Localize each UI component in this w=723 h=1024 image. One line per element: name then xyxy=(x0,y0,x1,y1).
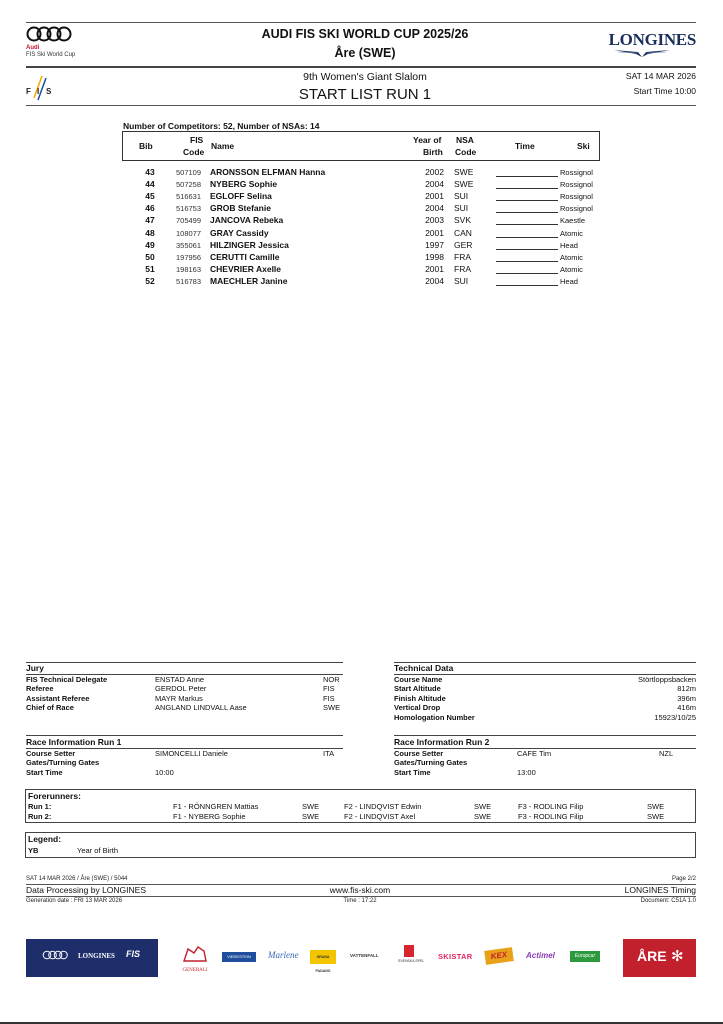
year-cell: 2004 xyxy=(425,203,444,214)
run2-title: Race Information Run 2 xyxy=(394,737,490,747)
time-cell xyxy=(496,276,558,286)
nsa-cell: SUI xyxy=(454,191,469,202)
venue-title: Åre (SWE) xyxy=(334,46,396,60)
bib-cell: 50 xyxy=(145,251,155,262)
fis-code-cell: 198163 xyxy=(176,264,202,274)
nsa-cell: SUI xyxy=(454,203,469,214)
col-year-line1: Year of xyxy=(413,135,442,145)
name-cell: JANCOVA Rebeka xyxy=(210,215,284,226)
table-row xyxy=(122,215,600,227)
ski-cell: Head xyxy=(560,240,578,250)
legend-meaning: Year of Birth xyxy=(77,846,118,855)
sponsor-svenska-spel: SVENSKA SPEL xyxy=(398,959,425,963)
audi-rings-small-icon xyxy=(42,950,68,960)
forerunner-f2-nsa: SWE xyxy=(474,811,492,821)
ski-cell: Head xyxy=(560,276,578,286)
nsa-cell: FRA xyxy=(454,263,471,274)
table-row xyxy=(122,240,600,252)
jury-nation: FIS xyxy=(323,693,335,703)
race-start-time: Start Time 10:00 xyxy=(633,86,696,96)
fis-code-cell: 516783 xyxy=(176,276,202,286)
time-cell xyxy=(496,167,558,177)
ski-cell: Kaestle xyxy=(560,216,586,226)
header-bottom-rule xyxy=(26,105,696,106)
table-row xyxy=(122,228,600,240)
col-nsa-line2: Code xyxy=(455,147,477,157)
sponsor-kex: KEX xyxy=(484,947,514,965)
header-mid-rule xyxy=(26,66,696,68)
competitor-summary: Number of Competitors: 52, Number of NSAs: 14 xyxy=(123,121,320,131)
jury-name: GERDOL Peter xyxy=(155,684,207,694)
sponsor-generali xyxy=(180,945,210,971)
year-cell: 2001 xyxy=(425,191,444,202)
table-header xyxy=(122,131,600,161)
name-cell: MAECHLER Janine xyxy=(210,275,288,286)
jury-nation: NOR xyxy=(323,675,340,684)
footer-time: Time : 17:22 xyxy=(343,898,377,904)
jury-title: Jury xyxy=(26,663,44,673)
name-cell: EGLOFF Selina xyxy=(210,191,272,202)
audi-sub-text: FIS Ski World Cup xyxy=(26,52,76,58)
jury-name: ENSTAD Anne xyxy=(155,675,205,684)
fis-code-cell: 507109 xyxy=(176,168,202,177)
sponsor-europcar: Europcar xyxy=(570,951,600,962)
year-cell: 2002 xyxy=(425,167,444,177)
fis-code-cell: 705499 xyxy=(176,216,202,226)
name-cell: HILZINGER Jessica xyxy=(210,239,289,250)
forerunner-f3-nsa: SWE xyxy=(647,811,665,821)
svg-text:I: I xyxy=(37,87,40,96)
forerunners-box xyxy=(25,789,696,823)
bib-cell: 47 xyxy=(145,215,155,226)
nsa-cell: SWE xyxy=(454,167,474,177)
bib-cell: 52 xyxy=(145,275,155,286)
jury-role: Referee xyxy=(26,684,54,694)
run1-title: Race Information Run 1 xyxy=(26,737,122,747)
col-fis-code-line2: Code xyxy=(183,147,205,157)
event-name: 9th Women's Giant Slalom xyxy=(303,71,427,83)
fis-code-cell: 355061 xyxy=(176,240,202,250)
name-cell: CHEVRIER Axelle xyxy=(210,263,282,274)
nsa-cell: GER xyxy=(454,239,473,250)
forerunner-f1-nsa: SWE xyxy=(302,802,320,811)
legend-title: Legend: xyxy=(28,834,62,844)
col-time: Time xyxy=(515,141,535,151)
technical-title: Technical Data xyxy=(394,663,454,673)
time-cell xyxy=(496,191,558,201)
sponsor-grana-padano: GRANA PADANO xyxy=(310,950,336,964)
technical-value: 396m xyxy=(677,693,696,703)
nsa-cell: CAN xyxy=(454,227,472,238)
sponsor-panel-are xyxy=(623,939,696,977)
technical-label: Homologation Number xyxy=(394,712,475,722)
jury-nation: SWE xyxy=(323,703,341,713)
name-cell: GRAY Cassidy xyxy=(210,227,269,238)
jury-role: Chief of Race xyxy=(26,703,74,713)
footer-data-processing: Data Processing by LONGINES xyxy=(26,885,146,895)
audi-rings-icon xyxy=(26,26,72,42)
year-cell: 1997 xyxy=(425,239,444,250)
sponsor-skistar: SKISTAR xyxy=(438,952,473,961)
footer-timing: LONGINES Timing xyxy=(624,885,696,895)
table-row xyxy=(122,203,600,215)
name-cell: CERUTTI Camille xyxy=(210,251,280,262)
sponsor-longines-text: LONGINES xyxy=(78,952,115,960)
col-nsa-line1: NSA xyxy=(456,135,474,145)
name-cell: GROB Stefanie xyxy=(210,203,271,214)
year-cell: 2001 xyxy=(425,227,444,238)
table-row xyxy=(122,276,600,288)
forerunner-run-label: Run 1: xyxy=(28,802,52,811)
year-cell: 2004 xyxy=(425,179,444,190)
footer-document: Document: C51A 1.0 xyxy=(640,898,696,904)
year-cell: 2003 xyxy=(425,215,444,226)
technical-value: 812m xyxy=(677,684,696,694)
forerunner-f3: F3 - RODLING Filip xyxy=(518,802,584,811)
generali-text: GENERALI xyxy=(182,968,208,973)
nsa-cell: SUI xyxy=(454,275,469,286)
col-name: Name xyxy=(211,141,235,151)
ski-cell: Atomic xyxy=(560,252,583,262)
nsa-cell: SVK xyxy=(454,215,472,226)
header-top-rule xyxy=(26,22,696,23)
year-cell: 2004 xyxy=(425,275,444,286)
legend-abbr: YB xyxy=(28,846,39,855)
sponsor-panel-left xyxy=(26,939,158,977)
bib-cell: 46 xyxy=(145,203,155,214)
bib-cell: 44 xyxy=(145,179,155,190)
bib-cell: 49 xyxy=(145,239,155,250)
col-ski: Ski xyxy=(577,141,590,151)
table-row xyxy=(122,179,600,191)
longines-logo: LONGINES xyxy=(608,30,696,49)
competition-title: AUDI FIS SKI WORLD CUP 2025/26 xyxy=(261,27,469,41)
jury-name: ANGLAND LINDVALL Aase xyxy=(155,703,247,713)
name-cell: ARONSSON ELFMAN Hanna xyxy=(210,167,326,177)
sponsor-vattenfall: VATTENFALL xyxy=(350,953,379,958)
ski-cell: Atomic xyxy=(560,228,583,238)
forerunner-f2: F2 - LINDQVIST Edwin xyxy=(344,802,422,811)
footer-website[interactable]: www.fis-ski.com xyxy=(329,885,391,895)
nsa-cell: FRA xyxy=(454,251,471,262)
table-row xyxy=(122,252,600,264)
sponsor-vredestein: VIEDESTEIN xyxy=(222,952,256,962)
jury-top-rule xyxy=(26,662,343,663)
are-text: ÅRE xyxy=(637,948,667,964)
run2-course-setter-label: Course Setter xyxy=(394,749,444,758)
run1-course-setter: SIMONCELLI Daniele xyxy=(155,749,228,758)
forerunner-f1: F1 - NYBERG Sophie xyxy=(173,811,246,821)
run1-gates-label: Gates/Turning Gates xyxy=(26,758,100,767)
run2-course-setter: CAFE Tim xyxy=(517,749,552,758)
run1-top-rule xyxy=(26,735,343,736)
run2-course-setter-nation: NZL xyxy=(659,749,674,758)
forerunner-f2: F2 - LINDQVIST Axel xyxy=(344,811,416,821)
time-cell xyxy=(496,264,558,274)
ski-cell: Rossignol xyxy=(560,204,593,214)
generali-lion-icon xyxy=(180,945,210,963)
sponsor-svenska-spel-icon xyxy=(404,945,414,957)
fis-code-cell: 516631 xyxy=(176,192,202,202)
time-cell xyxy=(496,228,558,238)
time-cell xyxy=(496,203,558,213)
technical-label: Start Altitude xyxy=(394,684,441,694)
jury-role: FIS Technical Delegate xyxy=(26,675,108,684)
forerunners-title: Forerunners: xyxy=(28,791,81,801)
technical-label: Course Name xyxy=(394,675,443,684)
svg-text:S: S xyxy=(46,87,52,96)
sponsor-fis-text: FIS xyxy=(126,949,141,959)
year-cell: 2001 xyxy=(425,263,444,274)
forerunner-f2-nsa: SWE xyxy=(474,802,492,811)
time-cell xyxy=(496,240,558,250)
bib-cell: 51 xyxy=(145,263,155,274)
svg-text:F: F xyxy=(26,87,31,96)
ski-cell: Rossignol xyxy=(560,180,593,190)
nsa-cell: SWE xyxy=(454,179,474,190)
run1-course-setter-nation: ITA xyxy=(323,749,335,758)
race-date: SAT 14 MAR 2026 xyxy=(625,71,696,81)
snowflake-icon: ✻ xyxy=(671,948,684,965)
footer-doc-ref: SAT 14 MAR 2026 / Åre (SWE) / 5044 xyxy=(26,876,128,882)
forerunner-f3-nsa: SWE xyxy=(647,802,665,811)
time-cell xyxy=(496,179,558,189)
fis-code-cell: 507258 xyxy=(176,180,202,190)
technical-value: Störtloppsbacken xyxy=(638,675,696,684)
technical-label: Finish Altitude xyxy=(394,693,446,703)
bib-cell: 45 xyxy=(145,191,155,202)
ski-cell: Rossignol xyxy=(560,168,593,177)
jury-role: Assistant Referee xyxy=(26,693,90,703)
table-row xyxy=(122,264,600,276)
run1-start-time-label: Start Time xyxy=(26,768,63,777)
fis-code-cell: 108077 xyxy=(176,228,202,238)
sponsor-marlene: Marlene xyxy=(268,950,299,960)
fis-logo-icon xyxy=(26,72,56,102)
run2-start-time: 13:00 xyxy=(517,768,536,777)
run2-gates-label: Gates/Turning Gates xyxy=(394,758,468,767)
run2-start-time-label: Start Time xyxy=(394,768,431,777)
col-year-line2: Birth xyxy=(423,147,443,157)
footer-rule-bottom xyxy=(26,896,696,897)
audi-brand-text: Audi xyxy=(26,45,40,51)
technical-label: Vertical Drop xyxy=(394,703,441,713)
technical-value: 416m xyxy=(677,703,696,713)
ski-cell: Rossignol xyxy=(560,192,593,202)
run2-top-rule xyxy=(394,735,696,736)
bib-cell: 43 xyxy=(145,167,155,177)
time-cell xyxy=(496,252,558,262)
jury-nation: FIS xyxy=(323,684,335,694)
sponsor-actimel: Actimel xyxy=(526,951,555,960)
name-cell: NYBERG Sophie xyxy=(210,179,278,190)
legend-box xyxy=(25,832,696,858)
table-row xyxy=(122,167,600,179)
longines-wings-icon xyxy=(612,48,672,58)
time-cell xyxy=(496,215,558,225)
document-title: START LIST RUN 1 xyxy=(298,86,432,103)
year-cell: 1998 xyxy=(425,251,444,262)
forerunner-f3: F3 - RODLING Filip xyxy=(518,811,584,821)
fis-code-cell: 516753 xyxy=(176,204,202,214)
forerunner-run-label: Run 2: xyxy=(28,811,52,821)
jury-name: MAYR Markus xyxy=(155,693,203,703)
footer-page: Page 2/2 xyxy=(671,876,696,882)
table-row xyxy=(122,191,600,203)
forerunner-f1: F1 - RÖNNGREN Mattias xyxy=(173,802,259,811)
col-bib: Bib xyxy=(139,141,153,151)
fis-code-cell: 197956 xyxy=(176,252,202,262)
footer-generation-date: Generation date : FRI 13 MAR 2026 xyxy=(26,898,123,904)
run1-start-time: 10:00 xyxy=(155,768,174,777)
bib-cell: 48 xyxy=(145,227,155,238)
ski-cell: Atomic xyxy=(560,264,583,274)
col-fis-code-line1: FIS xyxy=(190,135,204,145)
forerunner-f1-nsa: SWE xyxy=(302,811,320,821)
technical-value: 15923/10/25 xyxy=(654,712,696,722)
run1-course-setter-label: Course Setter xyxy=(26,749,76,758)
